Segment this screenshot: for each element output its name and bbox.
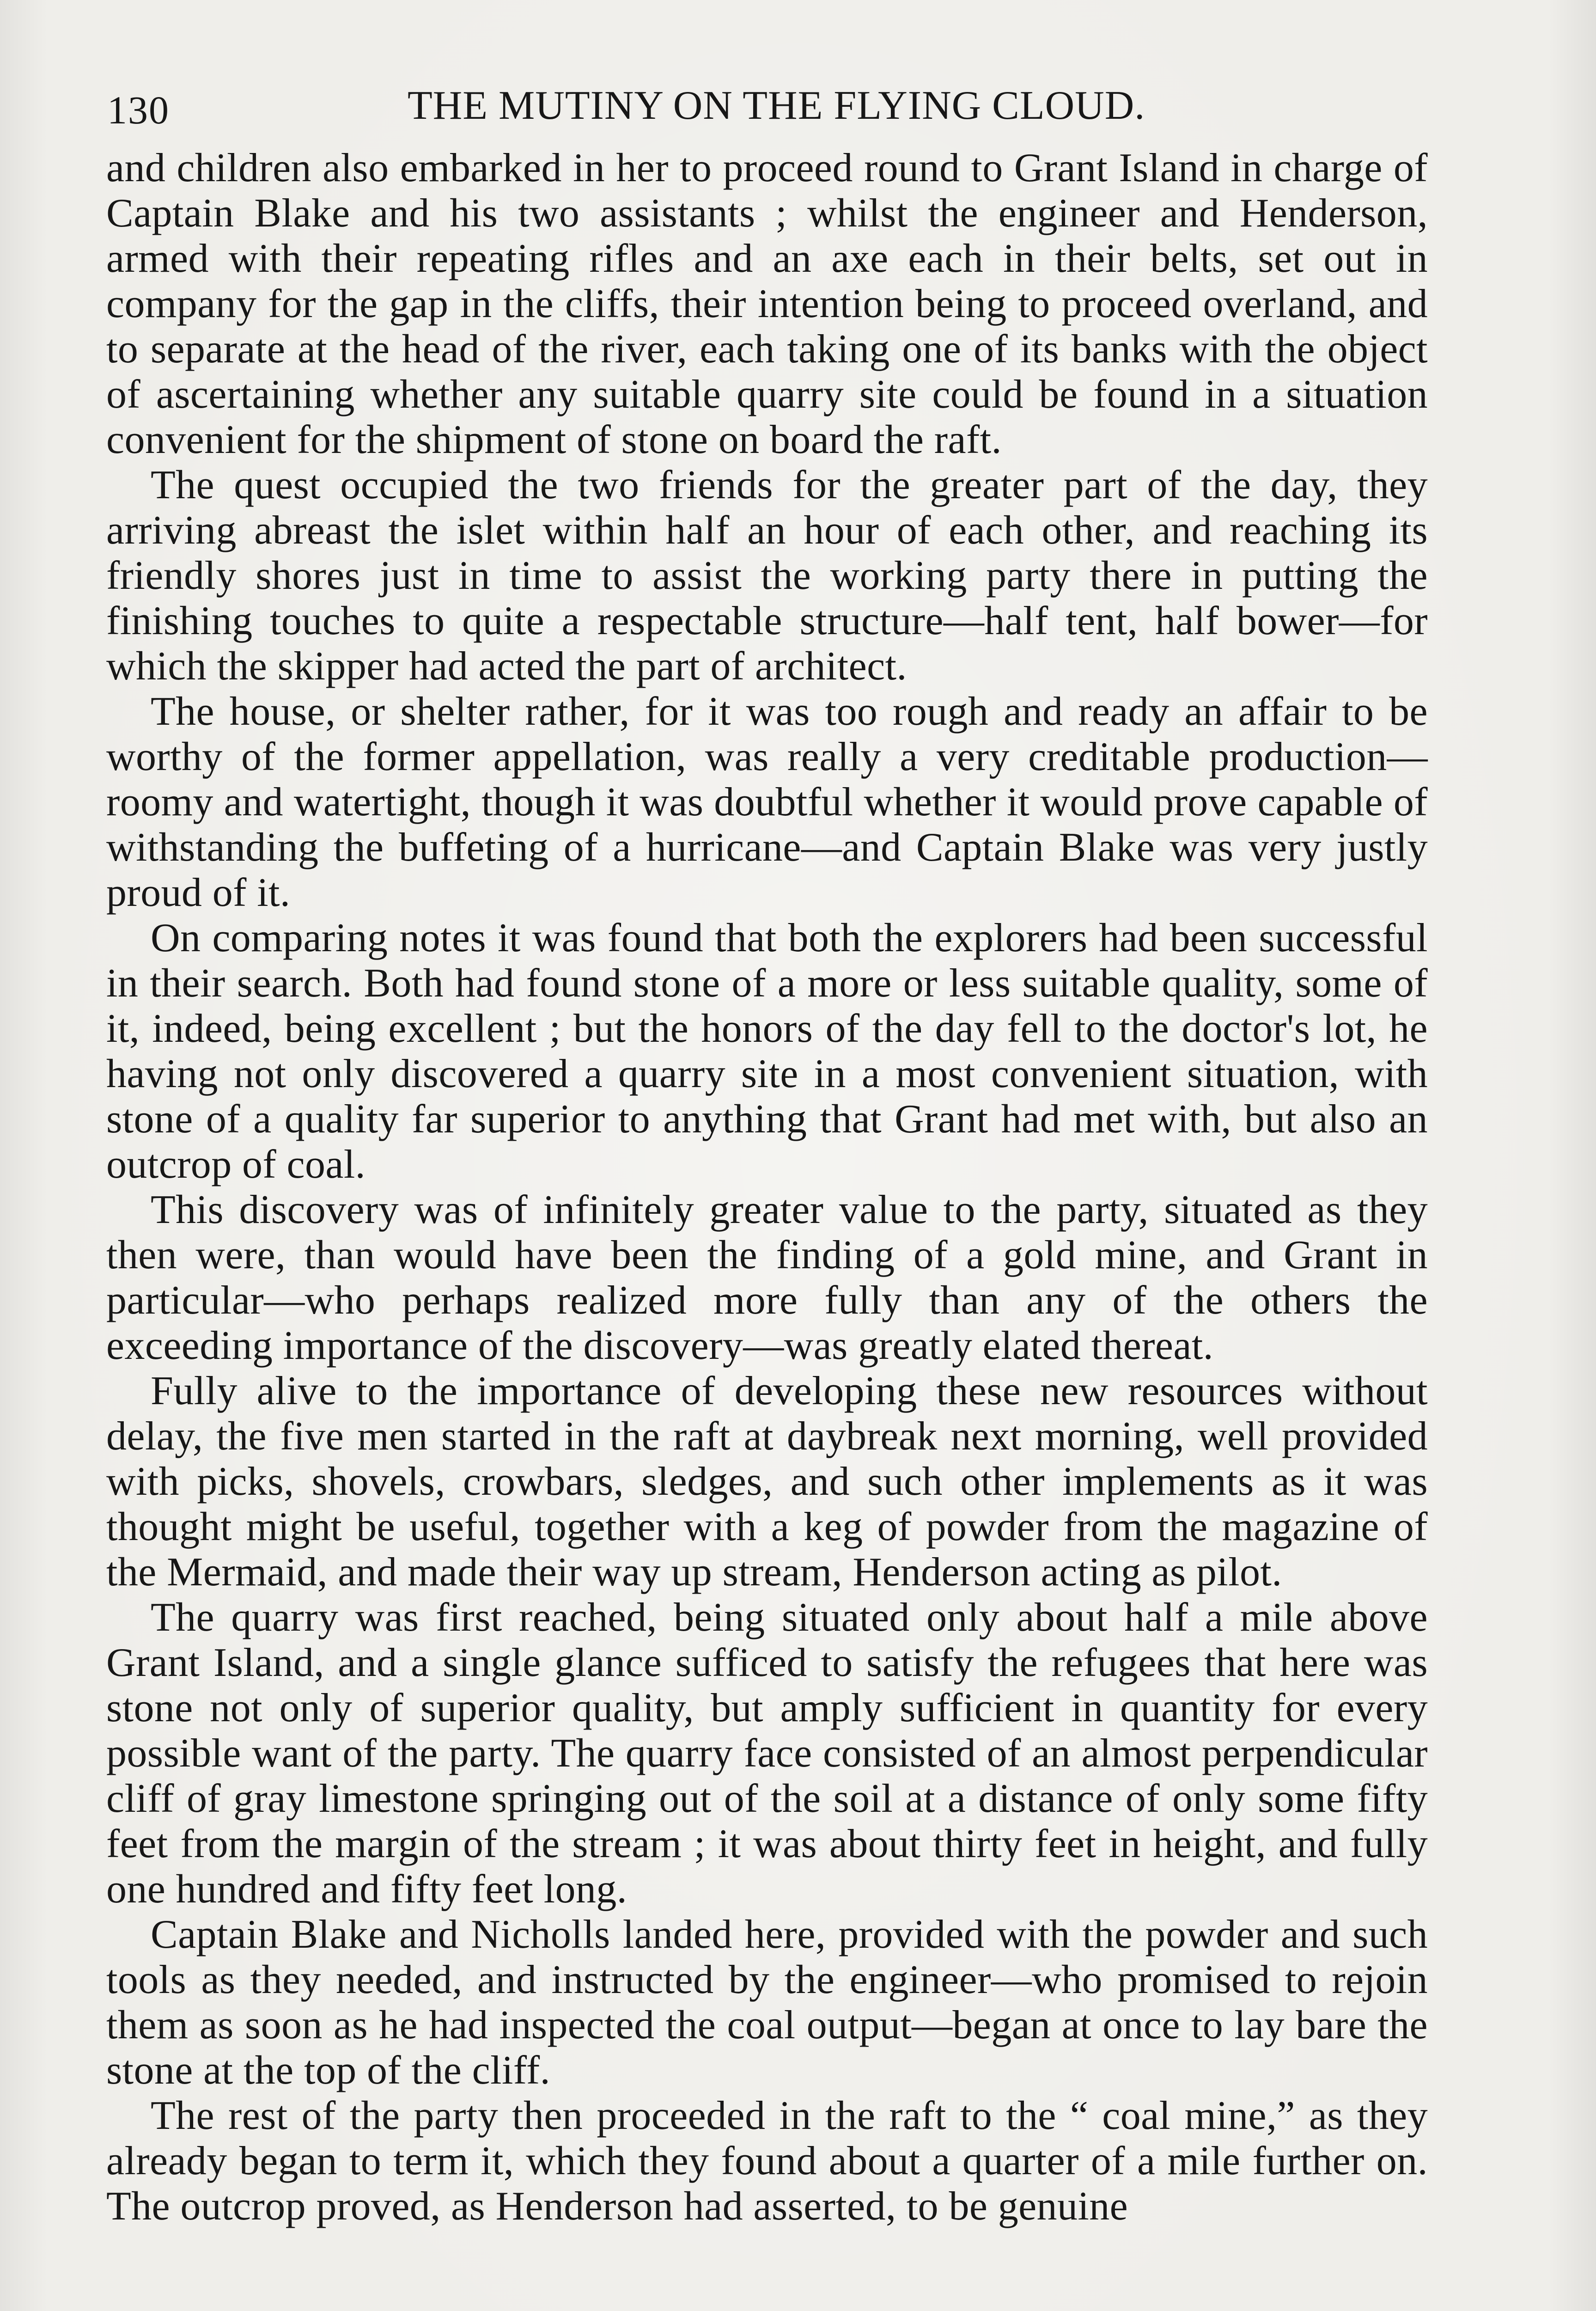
body-text: [106, 146, 1428, 2229]
paragraph: On comparing notes it was found that both the explorers had been successful in their search. Both had found stone of a more or less suitable quality, some of it, indeed, being excellent ; but the honors of the day fell to the doctor's lot, he having not only discovered a quarry site in a most convenient situation, with stone of a quality far superior to anything that Grant had met with, but also an outcrop of coal.: [106, 916, 1428, 1187]
running-head: THE MUTINY ON THE FLYING CLOUD.: [408, 83, 1145, 128]
paragraph: The house, or shelter rather, for it was too rough and ready an affair to be worthy of the former appellation, was really a very creditable production—roomy and watertight, though it was doubtful whether it would prove capable of withstanding the buffeting of a hurricane—and Captain Blake was very justly proud of it.: [106, 689, 1428, 915]
page-header: [107, 78, 1438, 133]
paragraph: The quarry was first reached, being situated only about half a mile above Grant Island, and a single glance sufficed to satisfy the refugees that here was stone not only of superior quality, but amply sufficient in quantity for every possible want of the party. The quarry face consisted of an almost perpendicular cliff of gray limestone springing out of the soil at a distance of only some fifty feet from the margin of the stream ; it was about thirty feet in height, and fully one hundred and fifty feet long.: [106, 1595, 1428, 1912]
page-number: 130: [107, 88, 170, 132]
paragraph: Fully alive to the importance of developing these new resources without delay, the five men started in the raft at daybreak next morning, well provided with picks, shovels, crowbars, sledges, and such other implements as it was thought might be useful, together with a keg of powder from the magazine of the Mermaid, and made their way up stream, Henderson acting as pilot.: [106, 1369, 1428, 1595]
paragraph: and children also embarked in her to proceed round to Grant Island in charge of Captain Blake and his two assistants ; whilst the engineer and Henderson, armed with their repeating rifles and an axe each in their belts, set out in company for the gap in the cliffs, their intention being to proceed overland, and to separate at the head of the river, each taking one of its banks with the object of ascertaining whether any suitable quarry site could be found in a situation convenient for the shipment of stone on board the raft.: [106, 146, 1428, 462]
paragraph: The quest occupied the two friends for the greater part of the day, they arriving abreast the islet within half an hour of each other, and reaching its friendly shores just in time to assist the working party there in putting the finishing touches to quite a respectable structure—half tent, half bower—for which the skipper had acted the part of architect.: [106, 463, 1428, 689]
paragraph: Captain Blake and Nicholls landed here, provided with the powder and such tools as they needed, and instructed by the engineer—who promised to rejoin them as soon as he had inspected the coal output—began at once to lay bare the stone at the top of the cliff.: [106, 1912, 1428, 2093]
paragraph: This discovery was of infinitely greater value to the party, situated as they then were, than would have been the finding of a gold mine, and Grant in particular—who perhaps realized more fully than any of the others the exceeding importance of the discovery—was greatly elated thereat.: [106, 1187, 1428, 1368]
paragraph: The rest of the party then proceeded in the raft to the “ coal mine,” as they already began to term it, which they found about a quarter of a mile further on. The outcrop proved, as Henderson had asserted, to be genuine: [106, 2093, 1428, 2229]
